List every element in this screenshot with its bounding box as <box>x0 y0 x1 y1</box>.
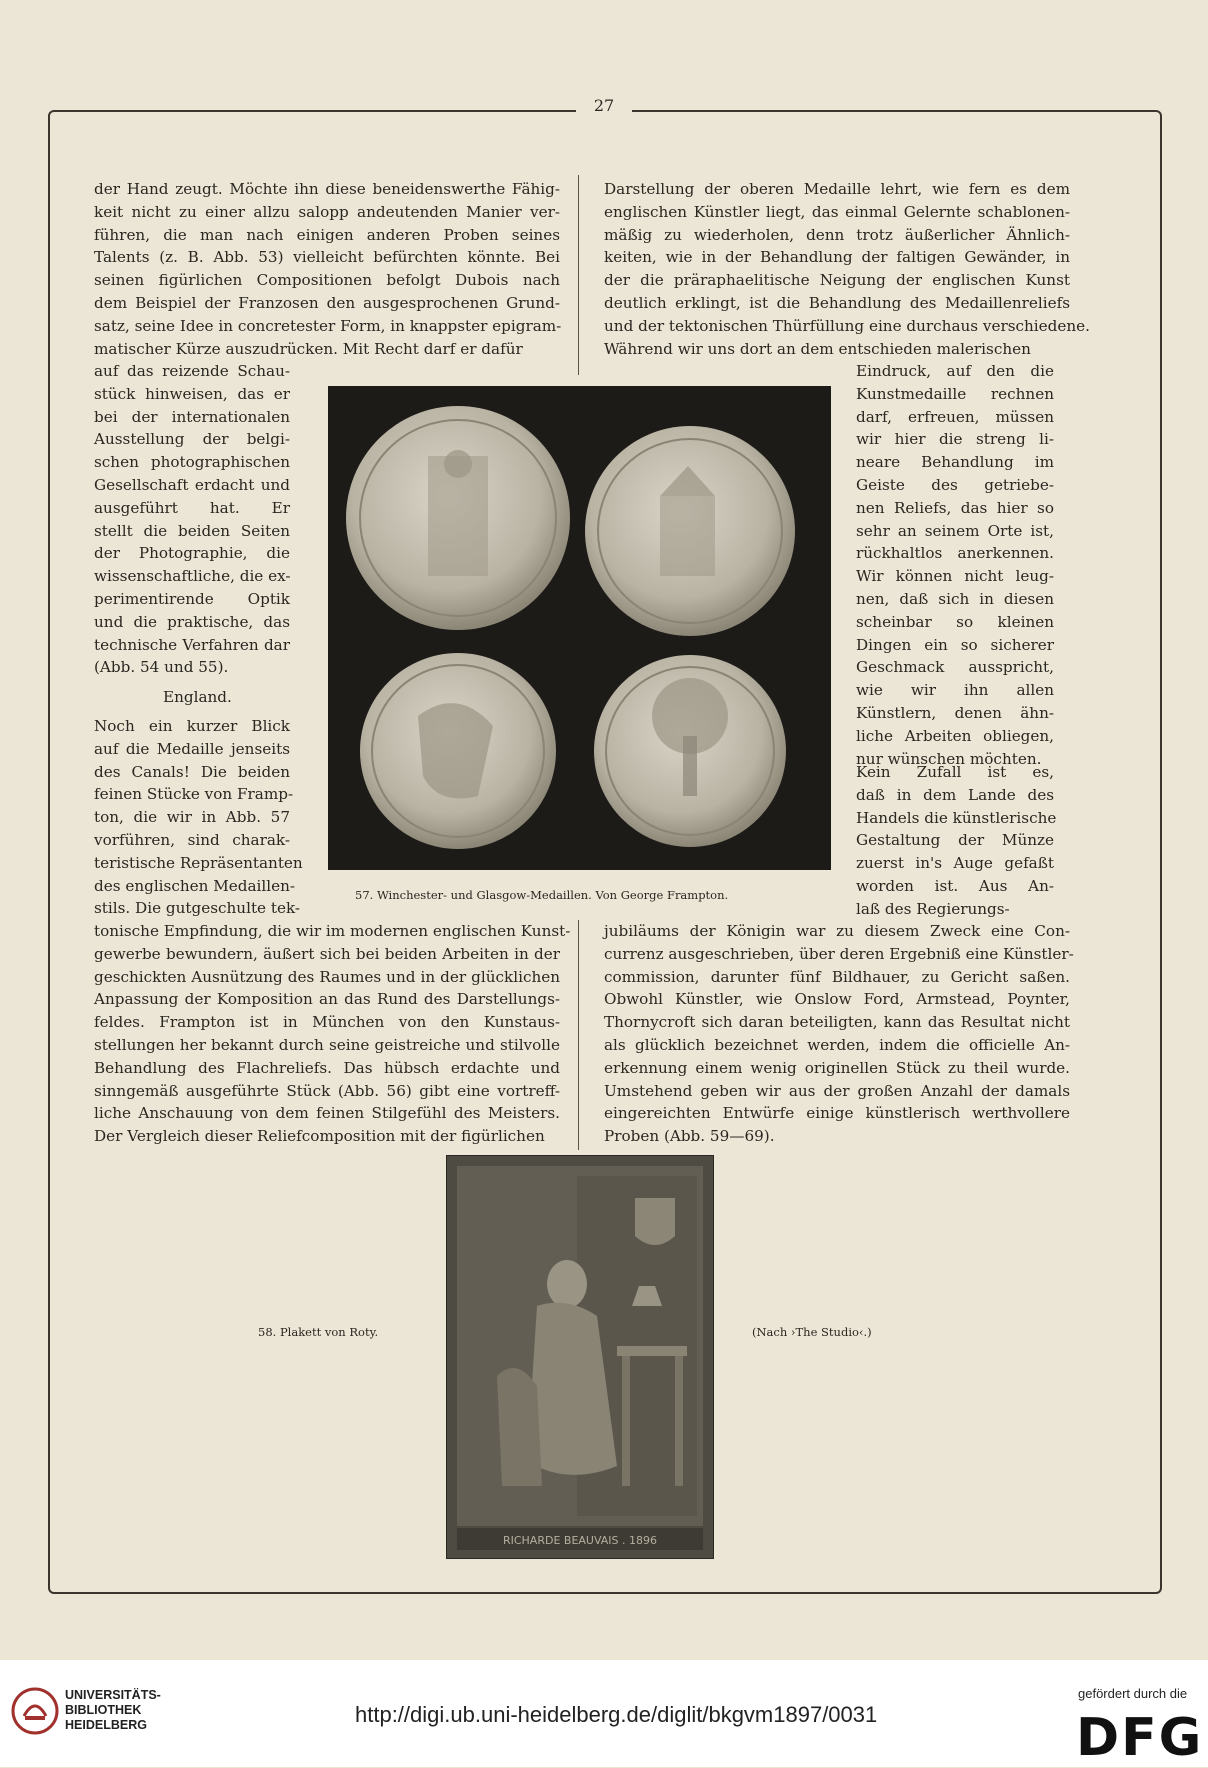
permalink-url[interactable]: http://digi.ub.uni-heidelberg.de/diglit/bkgvm1897/0031 <box>355 1702 878 1727</box>
text-line: schen photographischen <box>94 453 290 472</box>
text-line: seinen figürlichen Compositionen befolgt Dubois nach <box>94 271 560 290</box>
figure-58-caption: 58. Plakett von Roty. <box>258 1325 379 1339</box>
text-line: matischer Kürze auszudrücken. Mit Recht darf er dafür <box>94 339 523 358</box>
column-divider <box>578 920 579 1150</box>
text-line: Dingen ein so sicherer <box>856 635 1054 654</box>
dfg-logo: DFG <box>1076 1708 1204 1768</box>
text-line: liche Anschauung von dem feinen Stilgefühl des Meisters. <box>94 1104 560 1123</box>
text-line: liche Arbeiten obliegen, <box>856 726 1054 745</box>
right-column-top <box>604 178 1090 360</box>
text-line: mäßig zu wiederholen, denn trotz äußerlicher Ähnlich- <box>604 225 1070 244</box>
text-line: Während wir uns dort an dem entschieden malerischen <box>604 339 1031 358</box>
text-line: ausgeführt hat. Er <box>94 498 290 517</box>
text-line: Obwohl Künstler, wie Onslow Ford, Armstead, Poynter, <box>604 990 1070 1009</box>
text-line: Talents (z. B. Abb. 53) vielleicht befürchten könnte. Bei <box>94 248 560 267</box>
text-line: zuerst in's Auge gefaßt <box>856 854 1054 873</box>
text-line: Handels die künstlerische <box>856 808 1057 827</box>
text-line: des englischen Medaillen- <box>94 876 296 895</box>
text-line: Gestaltung der Münze <box>856 831 1054 850</box>
text-line: Kunstmedaille rechnen <box>856 384 1054 403</box>
text-line: Eindruck, auf den die <box>856 362 1054 380</box>
text-line: Ausstellung der belgi- <box>94 430 290 449</box>
text-line: Geschmack ausspricht, <box>856 658 1054 677</box>
text-line: Wir können nicht leug- <box>856 567 1054 586</box>
text-line: als glücklich bezeichnet werden, indem die officielle An- <box>604 1035 1070 1054</box>
text-line: dem Beispiel der Franzosen den ausgesprochenen Grund- <box>94 293 560 312</box>
text-line: keit nicht zu einer allzu salopp andeutenden Manier ver- <box>94 202 560 221</box>
text-line: eingereichten Entwürfe einige künstlerisch werthvollere <box>604 1104 1070 1123</box>
text-line: sinngemäß ausgeführte Stück (Abb. 56) gibt eine vortreff- <box>94 1081 560 1100</box>
text-line: darf, erfreuen, müssen <box>856 407 1054 426</box>
left-column-narrow-2 <box>94 715 303 920</box>
text-line: technische Verfahren dar <box>94 635 290 654</box>
text-line: der die präraphaelitische Neigung der englischen Kunst <box>604 271 1070 290</box>
column-divider <box>578 175 579 375</box>
page-number: 27 <box>0 96 1208 115</box>
text-line: Darstellung der oberen Medaille lehrt, wie fern es dem <box>604 180 1070 198</box>
text-line: nen, daß sich in diesen <box>856 589 1054 608</box>
text-line: currenz ausgeschrieben, über deren Ergebniß eine Künstler- <box>604 944 1074 963</box>
text-line: des Canals! Die beiden <box>94 762 290 781</box>
text-line: führen, die man nach einigen anderen Proben seines <box>94 225 560 244</box>
text-line: auf das reizende Schau- <box>94 362 290 380</box>
text-line: wir hier die streng li- <box>856 430 1054 449</box>
text-line: Anpassung der Komposition an das Rund des Darstellungs- <box>94 990 560 1009</box>
text-line: sehr an seinem Orte ist, <box>856 521 1054 540</box>
text-line: Der Vergleich dieser Reliefcomposition mit der figürlichen <box>94 1127 545 1146</box>
text-line: vorführen, sind charak- <box>94 830 290 849</box>
text-line: keiten, wie in der Behandlung der faltigen Gewänder, in <box>604 248 1070 267</box>
text-line: feldes. Frampton ist in München von den Kunstaus- <box>94 1013 560 1032</box>
figure-57-medals-photo <box>328 386 831 870</box>
university-library-name: UNIVERSITÄTS- BIBLIOTHEK HEIDELBERG <box>65 1688 161 1732</box>
text-line: perimentirende Optik <box>94 589 290 608</box>
coat-of-arms-icon <box>635 1198 675 1245</box>
plaque-illustration <box>447 1156 713 1558</box>
left-column-narrow <box>94 360 290 679</box>
text-line: wissenschaftliche, die ex- <box>94 567 291 586</box>
plaque-inscription: RICHARDE BEAUVAIS . 1896 <box>502 1534 658 1547</box>
figure-58-source: (Nach ›The Studio‹.) <box>752 1325 872 1339</box>
text-line: geschickten Ausnützung des Raumes und in der glücklichen <box>94 967 560 986</box>
right-column-narrow <box>856 360 1054 770</box>
university-library-logo-icon <box>10 1686 60 1736</box>
text-line: Umstehend geben wir aus der großen Anzahl der damals <box>604 1081 1070 1100</box>
text-line: scheinbar so kleinen <box>856 612 1054 631</box>
text-line: Kein Zufall ist es, <box>856 763 1054 781</box>
text-line: bei der internationalen <box>94 407 290 426</box>
text-line: teristische Repräsentanten <box>94 853 303 872</box>
right-column-narrow-2 <box>856 761 1057 921</box>
section-heading-england: England. <box>163 688 232 706</box>
text-line: nen Reliefs, das hier so <box>856 498 1054 517</box>
text-line: Thornycroft sich daran beteiligten, kann das Resultat nicht <box>604 1013 1070 1032</box>
text-line: stück hinweisen, das er <box>94 384 290 403</box>
text-line: tonische Empfindung, die wir im modernen englischen Kunst- <box>94 922 571 940</box>
figure-57-caption: 57. Winchester- und Glasgow-Medaillen. Von George Frampton. <box>355 888 729 902</box>
text-line: commission, darunter fünf Bildhauer, zu Gericht saßen. <box>604 967 1070 986</box>
text-line: und der tektonischen Thürfüllung eine durchaus verschiedene. <box>604 316 1090 335</box>
text-line: stellt die beiden Seiten <box>94 521 290 540</box>
text-line: erkennung einem wenig originellen Stück zu theil wurde. <box>604 1058 1070 1077</box>
funding-label: gefördert durch die <box>1078 1686 1188 1701</box>
text-line: (Abb. 54 und 55). <box>94 658 229 677</box>
text-line: Geiste des getriebe- <box>856 475 1054 494</box>
medals-illustration <box>328 386 831 870</box>
left-column-bottom <box>94 920 571 1148</box>
text-line: neare Behandlung im <box>856 453 1054 472</box>
text-line: jubiläums der Königin war zu diesem Zweck eine Con- <box>604 922 1070 940</box>
text-line: stellungen her bekannt durch seine geistreiche und stilvolle <box>94 1035 560 1054</box>
left-column-top <box>94 178 560 360</box>
text-line: auf die Medaille jenseits <box>94 739 290 758</box>
text-line: Gesellschaft erdacht und <box>94 475 290 494</box>
text-line: satz, seine Idee in concretester Form, in knappster epigram- <box>94 316 562 335</box>
text-line: daß in dem Lande des <box>856 785 1054 804</box>
figure-58-plaque-photo <box>446 1155 714 1559</box>
text-line: und die praktische, das <box>94 612 290 631</box>
text-line: Behandlung des Flachreliefs. Das hübsch erdachte und <box>94 1058 560 1077</box>
text-line: nur wünschen möchten. <box>856 749 1042 768</box>
text-line: wie wir ihn allen <box>856 681 1054 700</box>
text-line: gewerbe bewundern, äußert sich bei beiden Arbeiten in der <box>94 944 560 963</box>
text-line: deutlich erklingt, ist die Behandlung des Medaillenreliefs <box>604 293 1070 312</box>
text-line: Noch ein kurzer Blick <box>94 717 290 735</box>
text-line: Künstlern, denen ähn- <box>856 703 1054 722</box>
text-line: englischen Künstler liegt, das einmal Gelernte schablonen- <box>604 202 1070 221</box>
text-line: ton, die wir in Abb. 57 <box>94 808 290 827</box>
text-line: rückhaltlos anerkennen. <box>856 544 1054 563</box>
text-line: der Hand zeugt. Möchte ihn diese beneidenswerthe Fähig- <box>94 180 560 198</box>
text-line: worden ist. Aus An- <box>856 876 1054 895</box>
text-line: feinen Stücke von Framp- <box>94 785 294 804</box>
text-line: laß des Regierungs- <box>856 899 1010 918</box>
text-line: stils. Die gutgeschulte tek- <box>94 899 301 918</box>
right-column-bottom <box>604 920 1074 1148</box>
figure-head <box>547 1260 587 1308</box>
text-line: der Photographie, die <box>94 544 290 563</box>
text-line: Proben (Abb. 59—69). <box>604 1127 775 1146</box>
